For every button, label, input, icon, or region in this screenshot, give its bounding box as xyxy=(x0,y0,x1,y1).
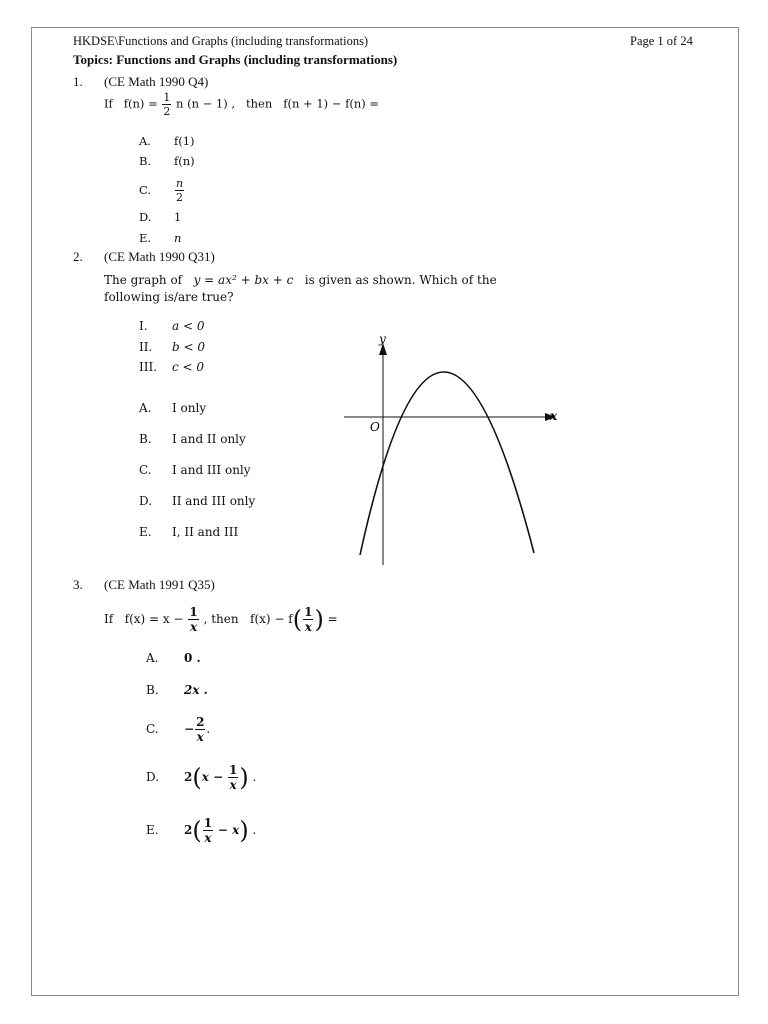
option-coef: 2 xyxy=(184,770,193,784)
question-number: 1. xyxy=(73,74,83,89)
stem-if: If xyxy=(104,612,114,626)
fraction-denominator: 2 xyxy=(163,105,171,118)
option-text: f(n) xyxy=(174,154,195,168)
option-coef: 2 xyxy=(184,823,193,837)
option-c[interactable] xyxy=(139,178,185,203)
option-b[interactable] xyxy=(139,154,195,168)
question-1-stem xyxy=(104,92,379,117)
statement-iii xyxy=(139,360,204,374)
option-fraction xyxy=(203,817,213,844)
option-label: E. xyxy=(146,823,159,837)
option-text: n xyxy=(174,231,182,245)
option-inner: − x xyxy=(217,823,240,837)
fraction-denominator: x xyxy=(304,620,312,634)
y-axis-label: y xyxy=(379,332,386,346)
left-paren: ( xyxy=(192,816,202,845)
option-suffix: . xyxy=(206,722,211,736)
x-axis-label: x xyxy=(550,409,558,423)
option-label: C. xyxy=(139,182,152,197)
question-2-stem-line2: following is/are true? xyxy=(104,290,234,304)
statement-i xyxy=(139,319,204,333)
option-text: I and III only xyxy=(172,463,251,477)
fraction-numerator: 1 xyxy=(189,605,198,619)
stem-lhs: f(x) = x − xyxy=(124,612,184,626)
fraction-denominator: x xyxy=(196,730,204,744)
option-text: f(1) xyxy=(174,134,195,148)
option-text: 2x . xyxy=(184,683,208,697)
left-paren: ( xyxy=(192,763,202,792)
statement-text: a < 0 xyxy=(172,319,205,333)
question-number: 3. xyxy=(73,577,83,592)
fraction-numerator: 1 xyxy=(203,816,213,830)
option-label: A. xyxy=(139,401,152,415)
option-a[interactable] xyxy=(146,651,201,665)
option-suffix: . xyxy=(252,770,257,784)
option-e[interactable] xyxy=(139,525,238,539)
parabola-curve xyxy=(360,372,534,555)
stem-expression: f(x) − f xyxy=(250,612,293,626)
option-text: 1 xyxy=(174,210,182,224)
header-path: HKDSE\Functions and Graphs (including transformations) xyxy=(73,34,369,48)
stem-equals: = xyxy=(327,612,338,626)
option-b[interactable] xyxy=(146,683,208,697)
statement-label: II. xyxy=(139,340,153,354)
option-label: E. xyxy=(139,525,152,539)
option-inner: x − xyxy=(201,770,224,784)
topics-title: Topics: Functions and Graphs (including transformations) xyxy=(73,52,398,67)
option-text: I and II only xyxy=(172,432,246,446)
option-label: B. xyxy=(146,683,159,697)
right-paren: ) xyxy=(314,605,324,634)
stem-equation: y = ax² + bx + c xyxy=(193,273,294,287)
question-source: (CE Math 1990 Q31) xyxy=(104,249,215,264)
stem-expression: f(n + 1) − f(n) = xyxy=(283,96,380,111)
option-fraction xyxy=(195,716,205,743)
option-a[interactable] xyxy=(139,401,206,415)
statement-text: b < 0 xyxy=(172,340,205,354)
stem-lhs: f(n) = xyxy=(123,96,158,111)
fraction-numerator: 1 xyxy=(304,605,313,619)
statement-text: c < 0 xyxy=(172,360,205,374)
question-number: 2. xyxy=(73,249,83,264)
option-prefix: − xyxy=(184,722,195,736)
page-number: Page 1 of 24 xyxy=(630,34,693,48)
statement-label: III. xyxy=(139,360,158,374)
question-source: (CE Math 1990 Q4) xyxy=(104,74,209,89)
stem-fraction xyxy=(188,606,198,633)
option-text: I only xyxy=(172,401,207,415)
option-label: D. xyxy=(139,494,153,508)
option-c[interactable] xyxy=(146,716,210,743)
question-3-stem xyxy=(104,606,338,633)
stem-then: , then xyxy=(203,612,239,626)
option-label: A. xyxy=(146,651,159,665)
option-d[interactable] xyxy=(139,210,181,224)
option-c[interactable] xyxy=(139,463,251,477)
stem-text: is given as shown. Which of the xyxy=(304,273,497,287)
option-label: B. xyxy=(139,432,152,446)
option-b[interactable] xyxy=(139,432,246,446)
fraction-numerator: 1 xyxy=(228,763,238,777)
option-d[interactable] xyxy=(146,764,256,791)
option-label: E. xyxy=(139,231,152,245)
option-label: A. xyxy=(139,134,151,148)
option-d[interactable] xyxy=(139,494,255,508)
right-paren: ) xyxy=(239,763,249,792)
fraction-denominator: x xyxy=(204,831,212,845)
parabola-graph xyxy=(330,325,570,570)
fraction-numerator: 2 xyxy=(196,715,205,729)
right-paren: ) xyxy=(239,816,249,845)
stem-if: If xyxy=(104,96,113,111)
option-e[interactable] xyxy=(146,817,256,844)
origin-label: O xyxy=(370,420,380,434)
expr-fraction xyxy=(303,606,313,633)
option-label: B. xyxy=(139,154,152,168)
stem-fraction xyxy=(162,92,171,117)
stem-then: then xyxy=(246,96,273,111)
fraction-denominator: x xyxy=(229,778,237,792)
option-text: II and III only xyxy=(172,494,256,508)
statement-label: I. xyxy=(139,319,148,333)
option-text: I, II and III xyxy=(172,525,239,539)
stem-rhs: n (n − 1) , xyxy=(176,96,236,111)
statement-ii xyxy=(139,340,205,354)
option-fraction xyxy=(228,764,238,791)
option-label: D. xyxy=(139,210,152,224)
question-source: (CE Math 1991 Q35) xyxy=(104,577,215,592)
option-label: C. xyxy=(139,463,152,477)
option-fraction xyxy=(175,178,184,203)
option-suffix: . xyxy=(252,823,257,837)
fraction-numerator: 1 xyxy=(163,91,171,104)
question-2-stem-line1 xyxy=(104,273,497,287)
option-a[interactable] xyxy=(139,134,195,148)
option-label: D. xyxy=(146,770,160,784)
option-e[interactable] xyxy=(139,231,181,245)
fraction-denominator: 2 xyxy=(176,191,184,204)
fraction-numerator: n xyxy=(176,177,184,190)
option-label: C. xyxy=(146,722,159,736)
option-text: 0 . xyxy=(184,651,201,665)
stem-text: The graph of xyxy=(104,273,183,287)
left-paren: ( xyxy=(292,605,303,634)
fraction-denominator: x xyxy=(189,620,198,634)
